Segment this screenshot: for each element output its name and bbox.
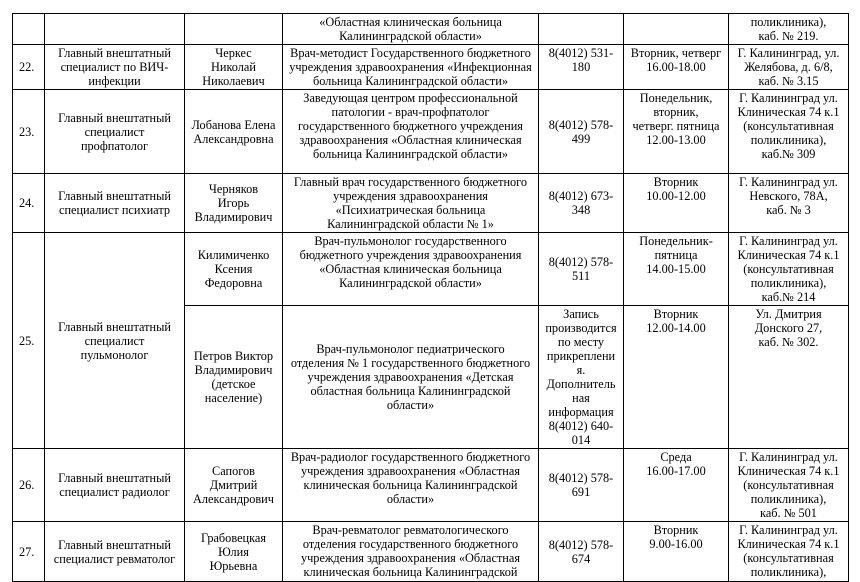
hours-line: четверг. пятница bbox=[632, 119, 720, 133]
cell-name bbox=[185, 90, 283, 174]
name-line: Дмитрий bbox=[209, 478, 258, 492]
cell-phone bbox=[539, 306, 624, 449]
phone-line: 674 bbox=[571, 551, 591, 566]
position-line: Врач-пульмонолог педиатрического bbox=[316, 342, 505, 356]
hours-line: 12.00-13.00 bbox=[646, 133, 706, 147]
address-line: каб.№ 309 bbox=[761, 147, 816, 161]
position-line: клиническая больница Калининградской bbox=[303, 478, 518, 492]
hours-line: Понедельник, bbox=[639, 91, 713, 105]
cell-position bbox=[283, 233, 539, 306]
cell-name bbox=[185, 449, 283, 522]
cell-num bbox=[13, 14, 45, 45]
position-line: учреждения здравоохранения bbox=[333, 189, 488, 203]
position-line: Врач-ревматолог ревматологического bbox=[312, 523, 509, 537]
cell-position bbox=[283, 14, 539, 45]
position-line: клиническая больница Калининградской bbox=[303, 565, 518, 579]
cell-hours bbox=[624, 449, 729, 522]
phone-line: по месту bbox=[557, 335, 605, 349]
position-line: Калининградской области» bbox=[339, 29, 482, 43]
address-line: поликлиника), bbox=[750, 565, 827, 579]
title-line: профпатолог bbox=[80, 138, 149, 153]
address-line: поликлиника), bbox=[750, 15, 827, 29]
cell-position bbox=[283, 45, 539, 90]
position-line: Главный врач государственного бюджетного bbox=[293, 175, 528, 189]
name-line: население) bbox=[204, 391, 263, 405]
phone-line: 499 bbox=[571, 131, 591, 146]
cell-phone bbox=[539, 449, 624, 522]
title-line: специалист ревматолог bbox=[53, 551, 176, 566]
cell-hours bbox=[624, 90, 729, 174]
cell-address bbox=[729, 45, 849, 90]
cell-address bbox=[729, 306, 849, 449]
phone-line: 8(4012) 673- bbox=[548, 189, 614, 203]
table-row bbox=[13, 233, 849, 306]
name-line: Николаевич bbox=[202, 74, 265, 88]
hours-line: Понедельник- bbox=[639, 234, 713, 248]
phone-line: 8(4012) 578- bbox=[548, 537, 614, 552]
title-line: Главный внештатный bbox=[58, 189, 171, 203]
phone-line: Запись bbox=[563, 307, 599, 321]
phone-line: 8(4012) 531- bbox=[548, 46, 614, 60]
address-line: Ул. Дмитрия bbox=[755, 307, 822, 321]
cell-hours bbox=[624, 306, 729, 449]
position-line: «Областная клиническая больница bbox=[319, 15, 502, 29]
address-line: Г. Калининград ул. bbox=[739, 175, 838, 189]
cell-hours bbox=[624, 14, 729, 45]
table-row bbox=[13, 449, 849, 522]
address-line: Клиническая 74 к.1 bbox=[737, 537, 840, 551]
title-line: Главный внештатный bbox=[58, 46, 171, 60]
name-line: Грабовецкая bbox=[200, 530, 267, 545]
cell-address bbox=[729, 522, 849, 582]
title-line: Главный внештатный bbox=[58, 537, 171, 552]
cell-name bbox=[185, 14, 283, 45]
title-line: специалист bbox=[84, 333, 145, 348]
cell-name bbox=[185, 522, 283, 582]
cell-title bbox=[45, 174, 185, 233]
position-line: Врач-радиолог государственного бюджетного bbox=[290, 450, 531, 464]
title-line: пульмонолог bbox=[80, 347, 149, 362]
position-line: учреждения здравоохранения «Областная bbox=[300, 464, 521, 478]
cell-position bbox=[283, 174, 539, 233]
address-line: (консультативная bbox=[743, 551, 834, 565]
phone-line: 348 bbox=[571, 203, 591, 217]
cell-num: 26. bbox=[13, 449, 45, 522]
position-line: учреждения здравоохранения «Областная bbox=[300, 551, 521, 565]
position-line: области» bbox=[386, 398, 435, 412]
name-line: Александрович bbox=[193, 492, 274, 506]
name-line: Килимиченко bbox=[197, 248, 270, 262]
table-row bbox=[13, 14, 849, 45]
position-line: «Психиатрическая больница bbox=[335, 203, 486, 217]
name-line: Федоровна bbox=[204, 276, 263, 290]
position-line: области» bbox=[386, 492, 435, 506]
name-line: Сапогов bbox=[212, 464, 255, 478]
hours-line: 10.00-12.00 bbox=[646, 189, 706, 203]
cell-title bbox=[45, 45, 185, 90]
hours-line: 9.00-16.00 bbox=[649, 537, 703, 551]
name-line: Лобанова Елена bbox=[191, 117, 276, 132]
position-line: Врач-пульмонолог государственного bbox=[314, 234, 507, 248]
cell-num: 27. bbox=[13, 522, 45, 582]
phone-line: я. bbox=[576, 363, 586, 377]
position-line: Врач-методист Государственного бюджетного bbox=[290, 46, 531, 60]
address-line: Донского 27, bbox=[754, 321, 823, 335]
position-line: учреждения здравоохранения «Инфекционная bbox=[289, 60, 532, 74]
cell-hours bbox=[624, 233, 729, 306]
position-line: государственного бюджетного учреждения bbox=[298, 119, 523, 133]
cell-phone bbox=[539, 45, 624, 90]
position-line: областная больница Калининградской bbox=[310, 384, 511, 398]
address-line: Г. Калининград, ул. bbox=[737, 46, 840, 60]
position-line: Заведующая центром профессиональной bbox=[303, 91, 518, 105]
cell-address bbox=[729, 174, 849, 233]
cell-address bbox=[729, 90, 849, 174]
position-line: учреждения здравоохранения «Детская bbox=[307, 370, 514, 384]
cell-num: 25. bbox=[13, 233, 45, 449]
hours-line: Вторник bbox=[653, 523, 699, 537]
cell-hours bbox=[624, 522, 729, 582]
cell-position bbox=[283, 449, 539, 522]
address-line: поликлиника), bbox=[750, 133, 827, 147]
title-line: Главный внештатный bbox=[58, 110, 171, 125]
address-line: Г. Калининград ул. bbox=[739, 523, 838, 537]
phone-line: 8(4012) 578- bbox=[548, 117, 614, 132]
cell-title bbox=[45, 14, 185, 45]
cell-name bbox=[185, 174, 283, 233]
name-line: Владимирович bbox=[194, 210, 273, 224]
hours-line: Вторник, четверг bbox=[630, 46, 722, 60]
hours-line: 12.00-14.00 bbox=[646, 321, 706, 335]
cell-title bbox=[45, 90, 185, 174]
name-line: Игорь bbox=[217, 196, 250, 210]
name-line: Черняков bbox=[208, 182, 259, 196]
title-line: инфекции bbox=[88, 74, 141, 88]
address-line: Г. Калининград ул. bbox=[739, 234, 838, 248]
cell-position bbox=[283, 522, 539, 582]
phone-line: 8(4012) 578- bbox=[548, 471, 614, 485]
address-line: Клиническая 74 к.1 bbox=[737, 248, 840, 262]
title-line: Главный внештатный bbox=[58, 471, 171, 485]
position-line: больница Калининградской области» bbox=[312, 147, 509, 161]
cell-name bbox=[185, 233, 283, 306]
cell-title bbox=[45, 522, 185, 582]
specialists-table bbox=[12, 13, 849, 582]
cell-address bbox=[729, 14, 849, 45]
hours-line: 16.00-18.00 bbox=[646, 60, 706, 74]
phone-line: информация bbox=[548, 405, 614, 419]
title-line: специалист психиатр bbox=[58, 203, 170, 217]
address-line: Желябова, д. 6/8, bbox=[744, 60, 833, 74]
name-line: Николай bbox=[211, 60, 256, 74]
position-line: Калининградской области» bbox=[339, 276, 482, 290]
cell-name bbox=[185, 45, 283, 90]
address-line: каб. № 302. bbox=[758, 335, 819, 349]
table-row bbox=[13, 522, 849, 582]
address-line: поликлиника), bbox=[750, 492, 827, 506]
phone-line: 511 bbox=[572, 269, 590, 283]
cell-phone bbox=[539, 233, 624, 306]
phone-line: 8(4012) 640- bbox=[548, 419, 614, 433]
position-line: больница Калининградской области» bbox=[312, 74, 509, 88]
address-line: каб. № 3.15 bbox=[758, 74, 819, 88]
table-row bbox=[13, 90, 849, 174]
cell-title bbox=[45, 233, 185, 449]
hours-line: вторник, bbox=[653, 105, 699, 119]
address-line: каб.№ 214 bbox=[761, 290, 816, 304]
address-line: (консультативная bbox=[743, 262, 834, 276]
cell-name bbox=[185, 306, 283, 449]
name-line: Александровна bbox=[193, 131, 274, 146]
cell-phone bbox=[539, 174, 624, 233]
name-line: Петров Виктор bbox=[193, 349, 274, 363]
phone-line: 180 bbox=[571, 60, 591, 74]
cell-phone bbox=[539, 90, 624, 174]
address-line: каб. № 501 bbox=[760, 506, 817, 520]
phone-line: производится bbox=[545, 321, 617, 335]
hours-line: 16.00-17.00 bbox=[646, 464, 706, 478]
table-row bbox=[13, 174, 849, 233]
phone-line: Дополнитель bbox=[546, 377, 616, 391]
cell-title bbox=[45, 449, 185, 522]
cell-address bbox=[729, 233, 849, 306]
cell-phone bbox=[539, 14, 624, 45]
position-line: бюджетного учреждения здравоохранения bbox=[299, 248, 522, 262]
phone-line: 014 bbox=[571, 433, 591, 447]
title-line: Главный внештатный bbox=[58, 319, 171, 334]
cell-hours bbox=[624, 45, 729, 90]
address-line: Г. Калининград ул. bbox=[739, 450, 838, 464]
address-line: Клиническая 74 к.1 bbox=[737, 105, 840, 119]
address-line: поликлиника), bbox=[750, 276, 827, 290]
title-line: специалист радиолог bbox=[59, 485, 170, 499]
name-line: Черкес bbox=[215, 46, 252, 60]
cell-position bbox=[283, 306, 539, 449]
title-line: специалист bbox=[84, 124, 145, 139]
cell-num: 22. bbox=[13, 45, 45, 90]
position-line: Калининградской области № 1» bbox=[327, 217, 494, 231]
hours-line: Вторник bbox=[653, 307, 699, 321]
table-row bbox=[13, 45, 849, 90]
address-line: Г. Калининград ул. bbox=[739, 91, 838, 105]
name-line: Владимирович bbox=[194, 363, 273, 377]
cell-address bbox=[729, 449, 849, 522]
hours-line: Вторник bbox=[653, 175, 699, 189]
name-line: Юлия bbox=[218, 544, 249, 559]
position-line: отделения государственного бюджетного bbox=[302, 537, 519, 551]
address-line: каб. № 219. bbox=[758, 29, 819, 43]
address-line: каб. № 3 bbox=[766, 203, 811, 217]
phone-line: ная bbox=[572, 391, 590, 405]
hours-line: 14.00-15.00 bbox=[646, 262, 706, 276]
cell-num: 23. bbox=[13, 90, 45, 174]
cell-position bbox=[283, 90, 539, 174]
name-line: Ксения bbox=[214, 262, 253, 276]
address-line: (консультативная bbox=[743, 478, 834, 492]
position-line: патологии - врач-профпатолог bbox=[331, 105, 490, 119]
cell-hours bbox=[624, 174, 729, 233]
cell-num: 24. bbox=[13, 174, 45, 233]
address-line: Невского, 78А, bbox=[749, 189, 828, 203]
phone-line: прикреплени bbox=[546, 349, 616, 363]
name-line: (детское bbox=[211, 377, 256, 391]
position-line: здравоохранения «Областная клиническая bbox=[299, 133, 522, 147]
position-line: «Областная клиническая больница bbox=[319, 262, 502, 276]
position-line: отделения № 1 государственного бюджетного bbox=[290, 356, 531, 370]
hours-line: пятница bbox=[654, 248, 698, 262]
phone-line: 8(4012) 578- bbox=[548, 255, 614, 269]
name-line: Юрьевна bbox=[209, 558, 258, 573]
address-line: (консультативная bbox=[743, 119, 834, 133]
address-line: Клиническая 74 к.1 bbox=[737, 464, 840, 478]
hours-line: Среда bbox=[660, 450, 692, 464]
phone-line: 691 bbox=[571, 485, 591, 499]
title-line: специалист по ВИЧ- bbox=[60, 60, 169, 74]
cell-phone bbox=[539, 522, 624, 582]
